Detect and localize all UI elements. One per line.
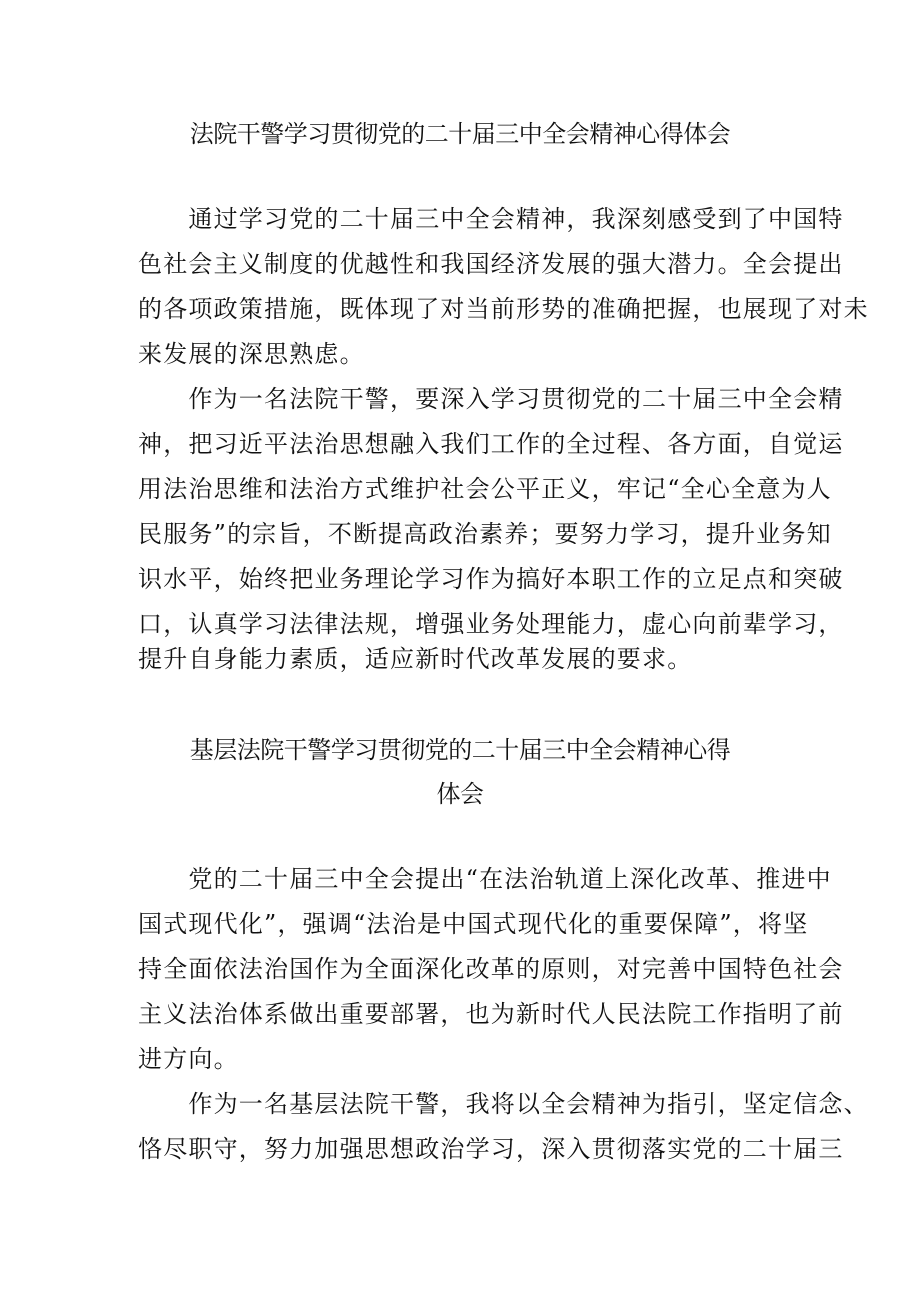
text-line: 用法治思维和法治方式维护社会公平正义，牢记“全心全意为人 xyxy=(138,475,832,503)
text-line: 持全面依法治国作为全面深化改革的原则，对完善中国特色社会 xyxy=(138,955,844,983)
section2-title-line-1: 基层法院干警学习贯彻党的二十届三中全会精神心得 xyxy=(189,736,731,764)
text-line: 色社会主义制度的优越性和我国经济发展的强大潜力。全会提出 xyxy=(138,250,844,278)
text-line: 的各项政策措施，既体现了对当前形势的准确把握，也展现了对未 xyxy=(138,295,869,323)
text-line: 恪尽职守，努力加强思想政治学习，深入贯彻落实党的二十届三 xyxy=(138,1135,844,1163)
text-line: 主义法治体系做出重要部署，也为新时代人民法院工作指明了前 xyxy=(138,1000,844,1028)
text-line: 进方向。 xyxy=(138,1045,239,1073)
text-line: 来发展的深思熟虑。 xyxy=(138,340,365,368)
text-line: 作为一名法院干警，要深入学习贯彻党的二十届三中全会精 xyxy=(138,385,844,413)
text-line: 民服务”的宗旨，不断提高政治素养；要努力学习，提升业务知 xyxy=(138,520,832,548)
section2-title-line-2: 体会 xyxy=(436,780,484,808)
text-line: 国式现代化”，强调“法治是中国式现代化的重要保障”，将坚 xyxy=(138,910,809,938)
text-line: 通过学习党的二十届三中全会精神，我深刻感受到了中国特 xyxy=(138,205,844,233)
text-line: 识水平，始终把业务理论学习作为搞好本职工作的立足点和突破 xyxy=(138,565,844,593)
text-line: 作为一名基层法院干警，我将以全会精神为指引，坚定信念、 xyxy=(138,1090,869,1118)
text-line: 神，把习近平法治思想融入我们工作的全过程、各方面，自觉运 xyxy=(138,430,844,458)
text-line: 党的二十届三中全会提出“在法治轨道上深化改革、推进中 xyxy=(138,865,832,893)
section1-title: 法院干警学习贯彻党的二十届三中全会精神心得体会 xyxy=(189,120,731,148)
section2-title xyxy=(0,728,920,816)
text-line: 提升自身能力素质，适应新时代改革发展的要求。 xyxy=(138,645,693,673)
text-line: 口，认真学习法律法规，增强业务处理能力，虚心向前辈学习， xyxy=(138,610,844,638)
